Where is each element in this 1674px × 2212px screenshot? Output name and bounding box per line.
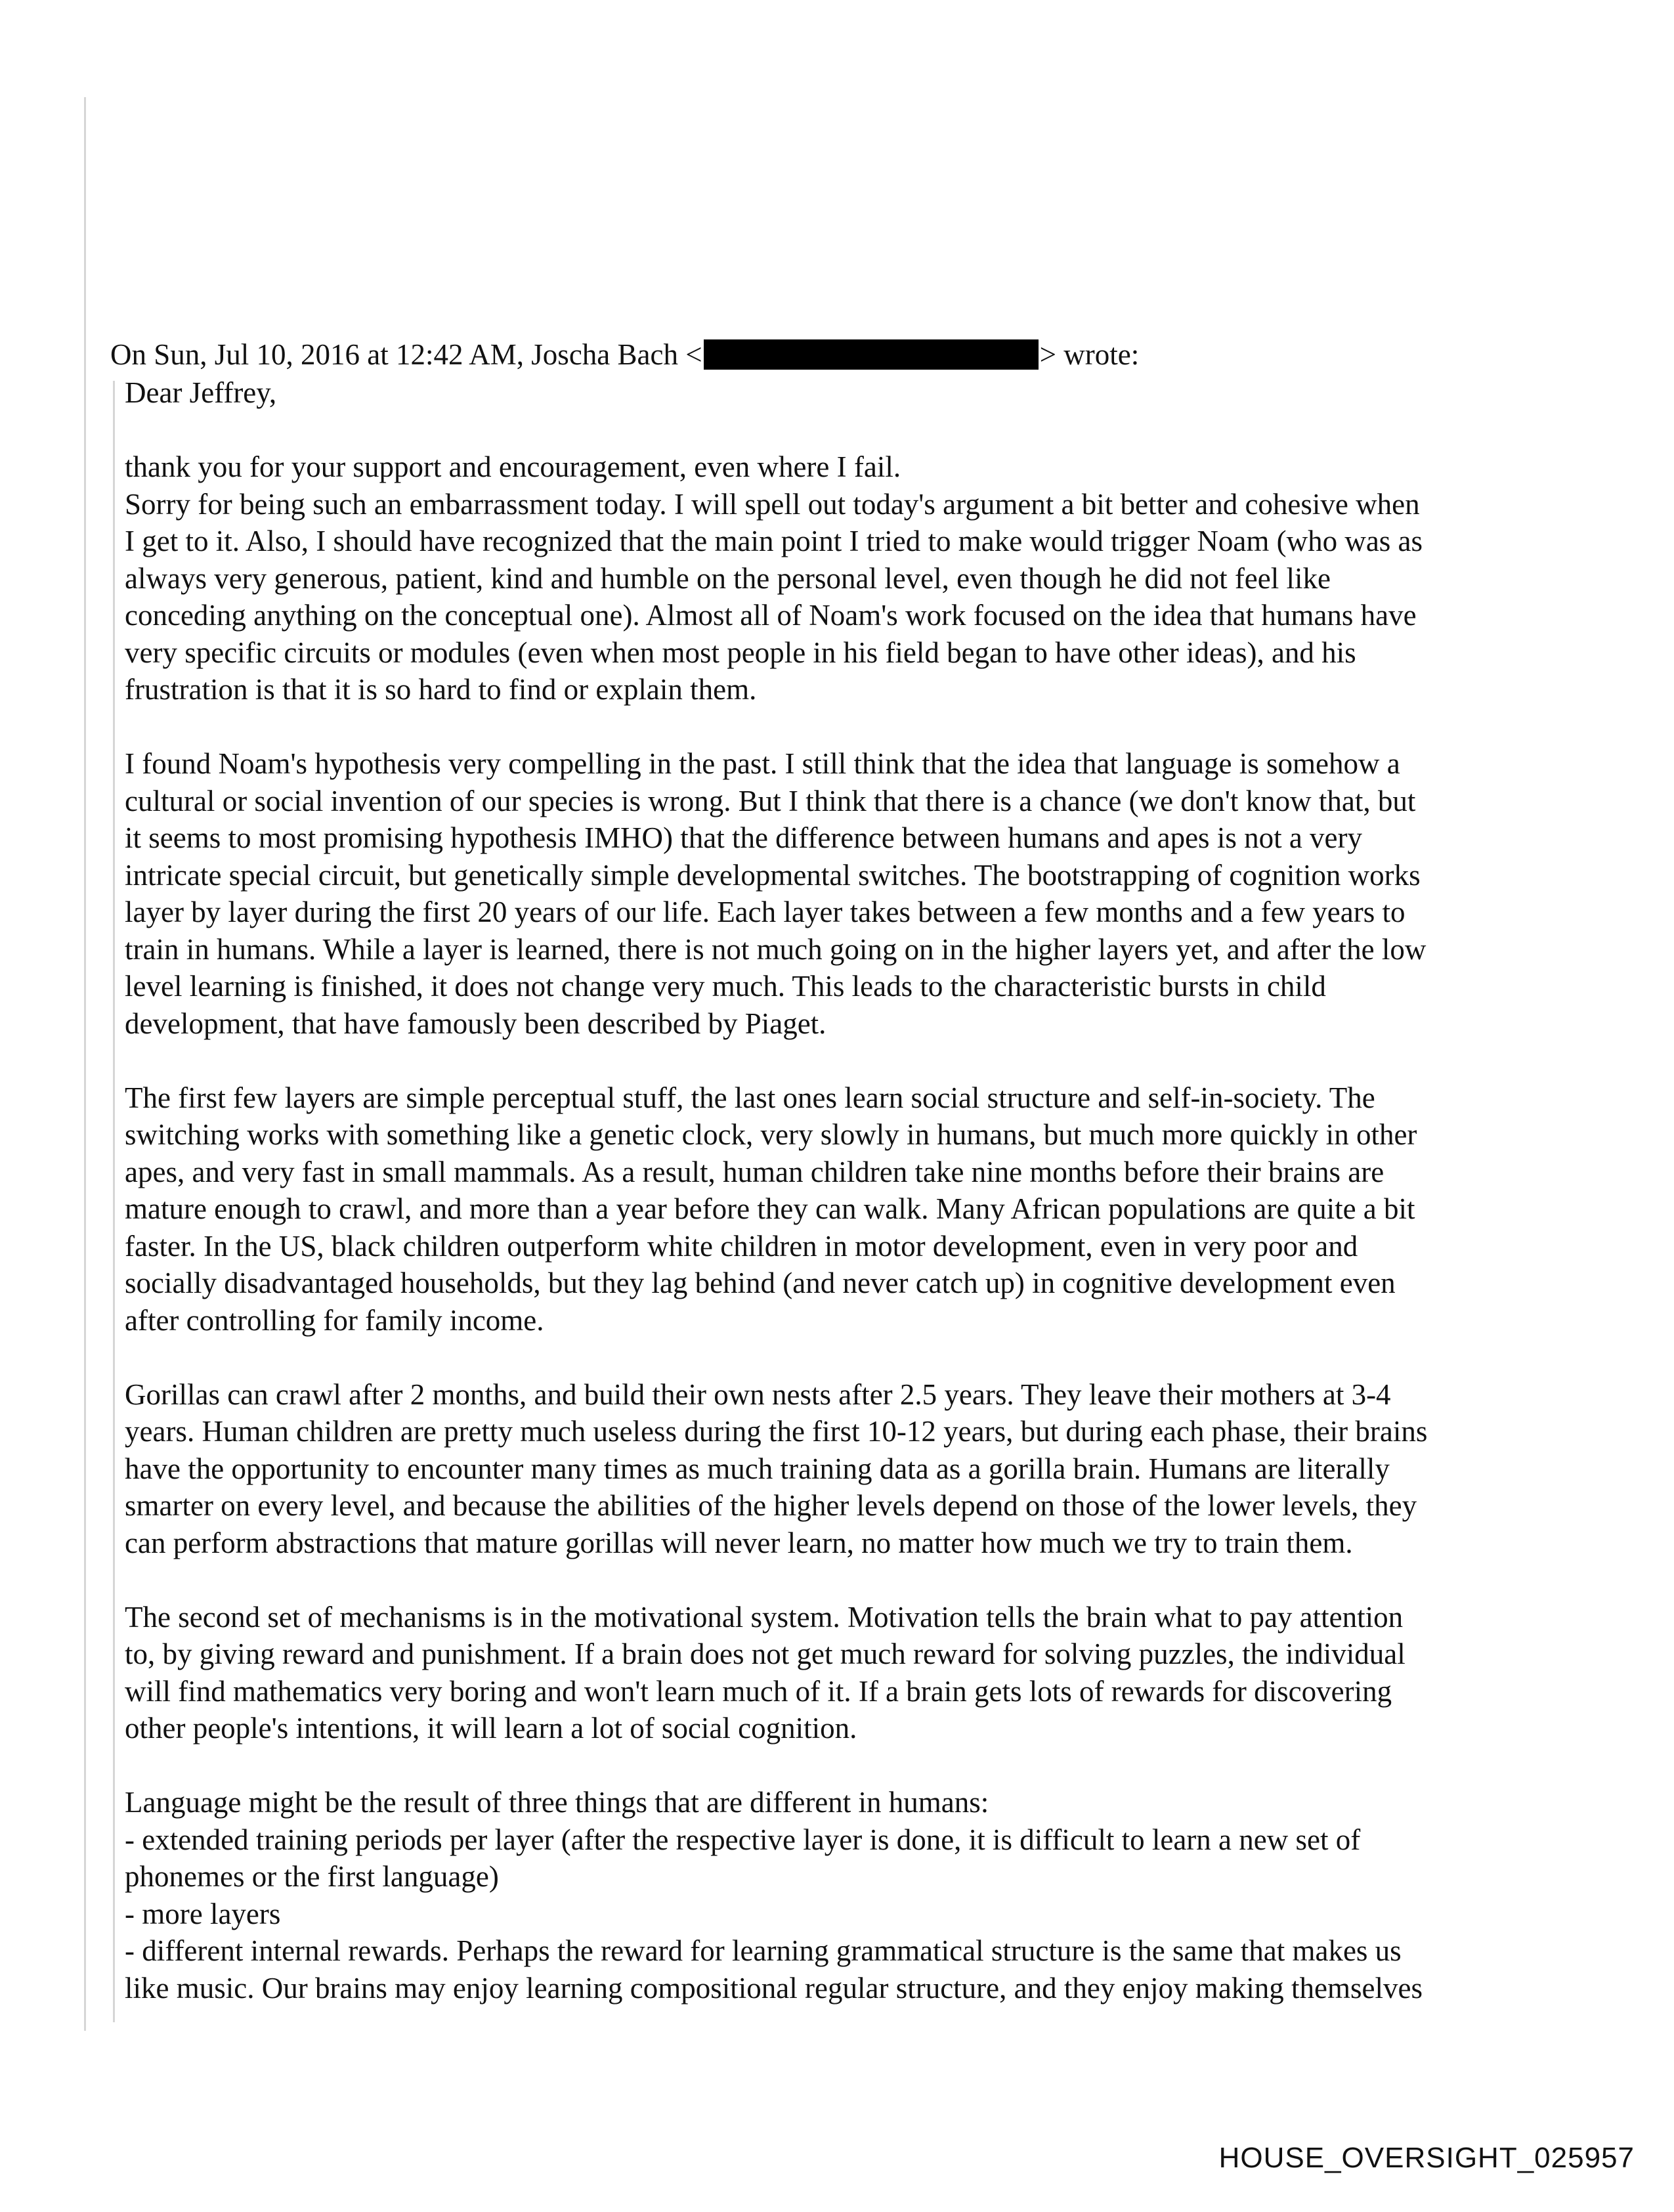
- paragraph-5: [125, 1599, 1569, 1747]
- text-line: other people's intentions, it will learn a lot of social cognition.: [125, 1712, 857, 1745]
- text-line: frustration is that it is so hard to find or explain them.: [125, 673, 757, 706]
- quote-bar-inner: [113, 381, 115, 2022]
- quote-bar-outer: [84, 97, 86, 2031]
- text-line: phonemes or the first language): [125, 1860, 499, 1893]
- text-line: apes, and very fast in small mammals. As a result, human children take nine months before their brains are: [125, 1155, 1384, 1188]
- email-attribution-line: [110, 336, 1555, 373]
- paragraph-gap: [125, 412, 1569, 449]
- paragraph-1: [125, 448, 1569, 708]
- text-line: development, that have famously been described by Piaget.: [125, 1007, 826, 1040]
- text-line: thank you for your support and encouragement, even where I fail.: [125, 450, 901, 483]
- text-line: Language might be the result of three things that are different in humans:: [125, 1786, 989, 1819]
- text-line: layer by layer during the first 20 years of our life. Each layer takes between a few months and a few years to: [125, 896, 1406, 928]
- text-line: The first few layers are simple perceptual stuff, the last ones learn social structure and self-in-society. The: [125, 1081, 1375, 1114]
- paragraph-3: [125, 1079, 1569, 1339]
- text-line: always very generous, patient, kind and humble on the personal level, even though he did not feel like: [125, 561, 1331, 595]
- text-line: socially disadvantaged households, but they lag behind (and never catch up) in cognitive development even: [125, 1267, 1396, 1299]
- text-line: train in humans. While a layer is learned, there is not much going on in the higher layers yet, and after the low: [125, 932, 1427, 966]
- paragraph-gap: [125, 1747, 1569, 1785]
- text-line: after controlling for family income.: [125, 1303, 544, 1337]
- text-line: conceding anything on the conceptual one). Almost all of Noam's work focused on the idea that humans have: [125, 599, 1417, 632]
- attribution-prefix: On Sun, Jul 10, 2016 at 12:42 AM, Joscha Bach <: [110, 338, 702, 371]
- text-line: will find mathematics very boring and won't learn much of it. If a brain gets lots of rewards for discovering: [125, 1674, 1392, 1708]
- email-body: [125, 374, 1569, 2006]
- text-line: faster. In the US, black children outperform white children in motor development, even in very poor and: [125, 1229, 1358, 1263]
- text-line: I get to it. Also, I should have recognized that the main point I tried to make would trigger Noam (who was as: [125, 525, 1423, 557]
- paragraph-gap: [125, 1042, 1569, 1079]
- paragraph-4: [125, 1376, 1569, 1562]
- attribution-suffix: > wrote:: [1039, 338, 1140, 371]
- text-line: The second set of mechanisms is in the motivational system. Motivation tells the brain what to pay attention: [125, 1600, 1404, 1634]
- paragraph-gap: [125, 1339, 1569, 1376]
- text-line: intricate special circuit, but genetically simple developmental switches. The bootstrapping of cognition works: [125, 858, 1421, 892]
- text-line: it seems to most promising hypothesis IMHO) that the difference between humans and apes is not a very: [125, 821, 1363, 854]
- redaction-block: [704, 339, 1039, 370]
- text-line: Sorry for being such an embarrassment today. I will spell out today's argument a bit better and cohesive when: [125, 487, 1420, 521]
- text-line: I found Noam's hypothesis very compelling in the past. I still think that the idea that language is somehow a: [125, 747, 1400, 780]
- text-line: like music. Our brains may enjoy learning compositional regular structure, and they enjoy making themselves: [125, 1971, 1423, 2005]
- text-line: - more layers: [125, 1897, 281, 1930]
- paragraph-gap: [125, 708, 1569, 746]
- text-line: level learning is finished, it does not change very much. This leads to the characteristic bursts in child: [125, 970, 1326, 1003]
- paragraph-gap: [125, 1561, 1569, 1599]
- salutation: Dear Jeffrey,: [125, 376, 277, 409]
- text-line: Gorillas can crawl after 2 months, and build their own nests after 2.5 years. They leave their mothers at 3-4: [125, 1377, 1391, 1411]
- paragraph-2: [125, 745, 1569, 1042]
- text-line: - extended training periods per layer (after the respective layer is done, it is difficult to learn a new set of: [125, 1823, 1361, 1856]
- text-line: very specific circuits or modules (even when most people in his field began to have other ideas), and his: [125, 636, 1356, 669]
- text-line: cultural or social invention of our species is wrong. But I think that there is a chance (we don't know that, but: [125, 784, 1416, 817]
- text-line: mature enough to crawl, and more than a year before they can walk. Many African populations are quite a bit: [125, 1192, 1415, 1225]
- text-line: can perform abstractions that mature gorillas will never learn, no matter how much we try to train them.: [125, 1526, 1353, 1559]
- document-id-stamp: HOUSE_OVERSIGHT_025957: [1218, 2142, 1635, 2174]
- text-line: years. Human children are pretty much useless during the first 10-12 years, but during each phase, their brains: [125, 1415, 1428, 1448]
- text-line: - different internal rewards. Perhaps the reward for learning grammatical structure is the same that makes us: [125, 1934, 1402, 1967]
- paragraph-6: [125, 1784, 1569, 2006]
- text-line: smarter on every level, and because the abilities of the higher levels depend on those of the lower levels, they: [125, 1489, 1417, 1522]
- text-line: to, by giving reward and punishment. If a brain does not get much reward for solving puzzles, the individual: [125, 1637, 1406, 1670]
- text-line: switching works with something like a genetic clock, very slowly in humans, but much more quickly in other: [125, 1118, 1417, 1151]
- text-line: have the opportunity to encounter many times as much training data as a gorilla brain. Humans are literally: [125, 1452, 1390, 1485]
